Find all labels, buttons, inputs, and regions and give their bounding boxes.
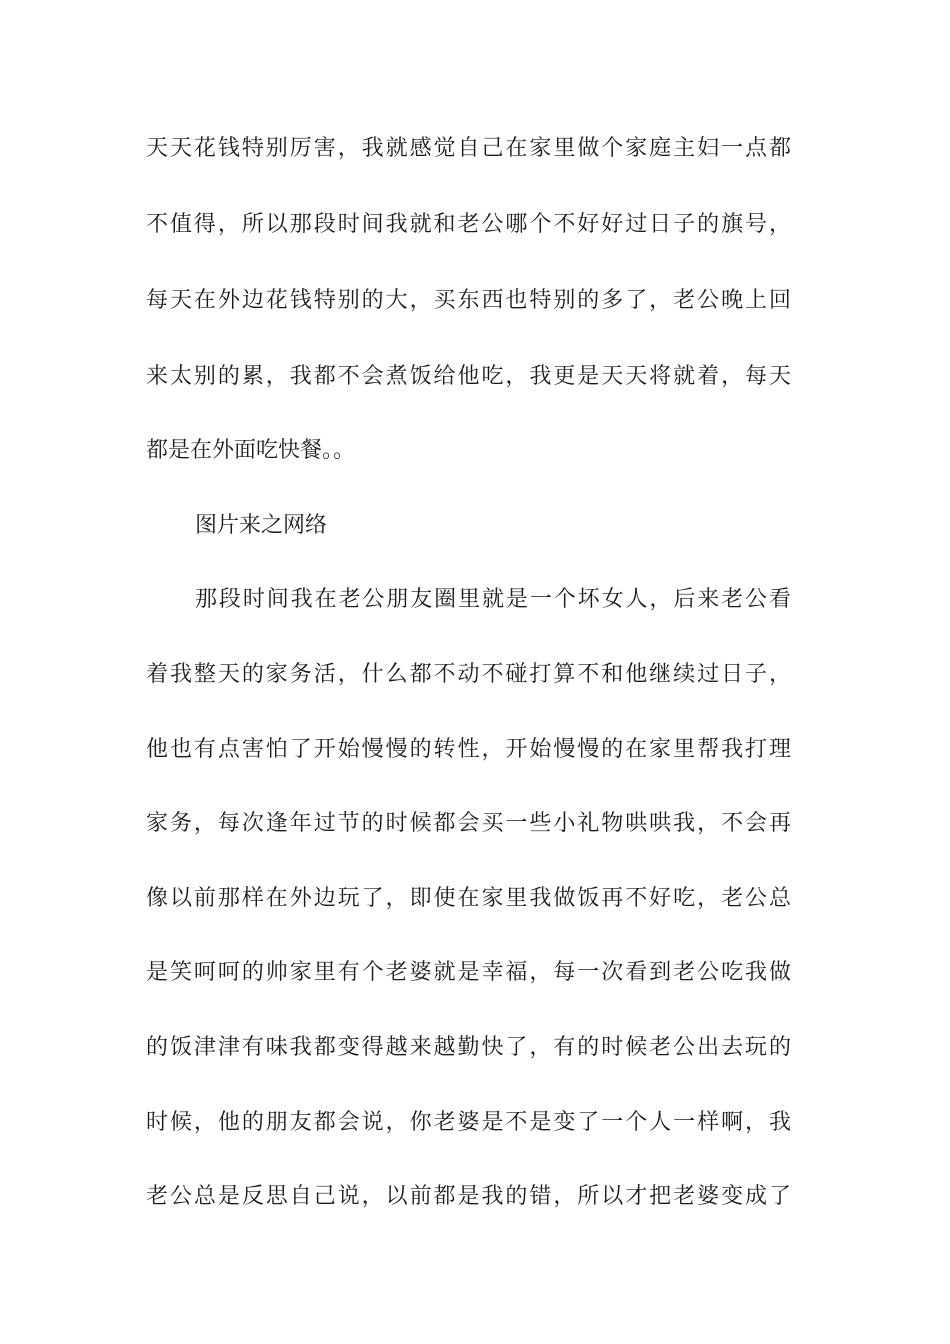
text-line: 着我整天的家务活，什么都不动不碰打算不和他继续过日子， bbox=[146, 662, 791, 687]
text-line: 的饭津津有味我都变得越来越勤快了，有的时候老公出去玩的 bbox=[146, 1035, 791, 1060]
text-line: 每天在外边花钱特别的大，买东西也特别的多了，老公晚上回 bbox=[146, 288, 791, 313]
text-line: 不值得，所以那段时间我就和老公哪个不好好过日子的旗号， bbox=[146, 212, 791, 237]
text-line: 老公总是反思自己说，以前都是我的错，所以才把老婆变成了 bbox=[146, 1184, 791, 1209]
text-line: 像以前那样在外边玩了，即使在家里我做饭再不好吃，老公总 bbox=[146, 886, 791, 911]
text-line: 都是在外面吃快餐。。 bbox=[146, 438, 356, 463]
text-line: 他也有点害怕了开始慢慢的转性，开始慢慢的在家里帮我打理 bbox=[146, 737, 791, 762]
text-line: 是笑呵呵的帅家里有个老婆就是幸福，每一次看到老公吃我做 bbox=[146, 960, 791, 985]
text-line: 家务，每次逢年过节的时候都会买一些小礼物哄哄我，不会再 bbox=[146, 811, 791, 836]
text-line: 时候，他的朋友都会说，你老婆是不是变了一个人一样啊，我 bbox=[146, 1110, 791, 1135]
text-line: 天天花钱特别厉害，我就感觉自己在家里做个家庭主妇一点都 bbox=[146, 136, 791, 161]
image-caption: 图片来之网络 bbox=[195, 513, 328, 538]
text-line: 那段时间我在老公朋友圈里就是一个坏女人，后来老公看 bbox=[195, 587, 791, 612]
text-line: 来太别的累，我都不会煮饭给他吃，我更是天天将就着，每天 bbox=[146, 364, 791, 389]
